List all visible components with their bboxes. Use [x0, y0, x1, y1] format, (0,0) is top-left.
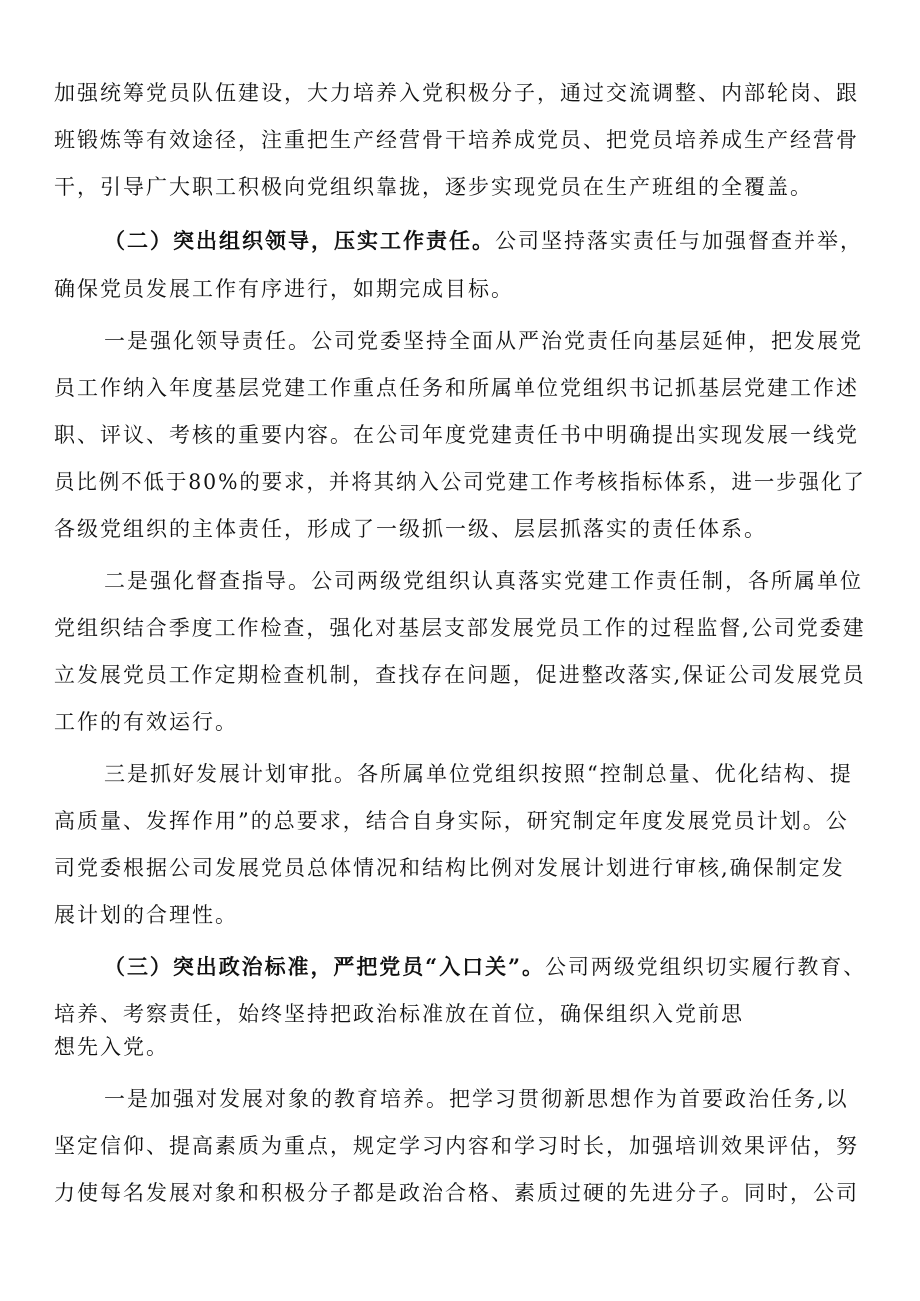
paragraph-line: 立发展党员工作定期检查机制，查找存在问题，促进整改落实,保证公司发展党员: [54, 663, 866, 687]
paragraph-line: 高质量、发挥作用”的总要求，结合自身实际，研究制定年度发展党员计划。公: [54, 809, 849, 833]
paragraph-text: 公司坚持落实责任与加强督查并举，: [495, 229, 863, 253]
section-heading-line: [104, 952, 866, 982]
paragraph-line: 职、评议、考核的重要内容。在公司年度党建责任书中明确提出实现发展一线党: [54, 423, 859, 447]
paragraph-line: 培养、考察责任，始终坚持把政治标准放在首位，确保组织入党前思: [54, 1002, 744, 1026]
section-heading: （二）突出组织领导，压实工作责任。: [104, 228, 495, 253]
paragraph-line: 二是强化督查指导。公司两级党组织认真落实党建工作责任制，各所属单位: [104, 569, 863, 593]
paragraph-line: 力使每名发展对象和积极分子都是政治合格、素质过硬的先进分子。同时，公司: [54, 1181, 859, 1205]
paragraph-line: 干，引导广大职工积极向党组织靠拢，逐步实现党员在生产班组的全覆盖。: [54, 175, 813, 199]
section-heading: （三）突出政治标准，严把党员“入口关”。: [104, 954, 546, 979]
paragraph-line: 坚定信仰、提高素质为重点，规定学习内容和学习时长，加强培训效果评估，努: [54, 1134, 859, 1158]
paragraph-line: 一是加强对发展对象的教育培养。把学习贯彻新思想作为首要政治任务,以: [104, 1087, 849, 1111]
paragraph-line: 工作的有效运行。: [54, 710, 238, 734]
paragraph-text: 公司两级党组织切实履行教育、: [545, 955, 867, 979]
paragraph-line: 加强统筹党员队伍建设，大力培养入党积极分子，通过交流调整、内部轮岗、跟: [54, 81, 859, 105]
paragraph-line: 员比例不低于80%的要求，并将其纳入公司党建工作考核指标体系，进一步强化了: [54, 470, 866, 494]
paragraph-line: 展计划的合理性。: [54, 903, 238, 927]
section-heading-line: [104, 226, 863, 256]
paragraph-line: 确保党员发展工作有序进行，如期完成目标。: [54, 277, 514, 301]
paragraph-line: 想先入党。: [54, 1035, 169, 1059]
paragraph-line: 司党委根据公司发展党员总体情况和结构比例对发展计划进行审核,确保制定发: [54, 856, 845, 880]
paragraph-line: 党组织结合季度工作检查，强化对基层支部发展党员工作的过程监督,公司党委建: [54, 616, 866, 640]
paragraph-line: 各级党组织的主体责任，形成了一级抓一级、层层抓落实的责任体系。: [54, 517, 767, 541]
paragraph-line: 班锻炼等有效途径，注重把生产经营骨干培养成党员、把党员培养成生产经营骨: [54, 128, 859, 152]
paragraph-line: 一是强化领导责任。公司党委坚持全面从严治党责任向基层延伸，把发展党: [104, 329, 863, 353]
paragraph-line: 员工作纳入年度基层党建工作重点任务和所属单位党组织书记抓基层党建工作述: [54, 376, 859, 400]
paragraph-line: 三是抓好发展计划审批。各所属单位党组织按照“控制总量、优化结构、提: [104, 762, 853, 786]
